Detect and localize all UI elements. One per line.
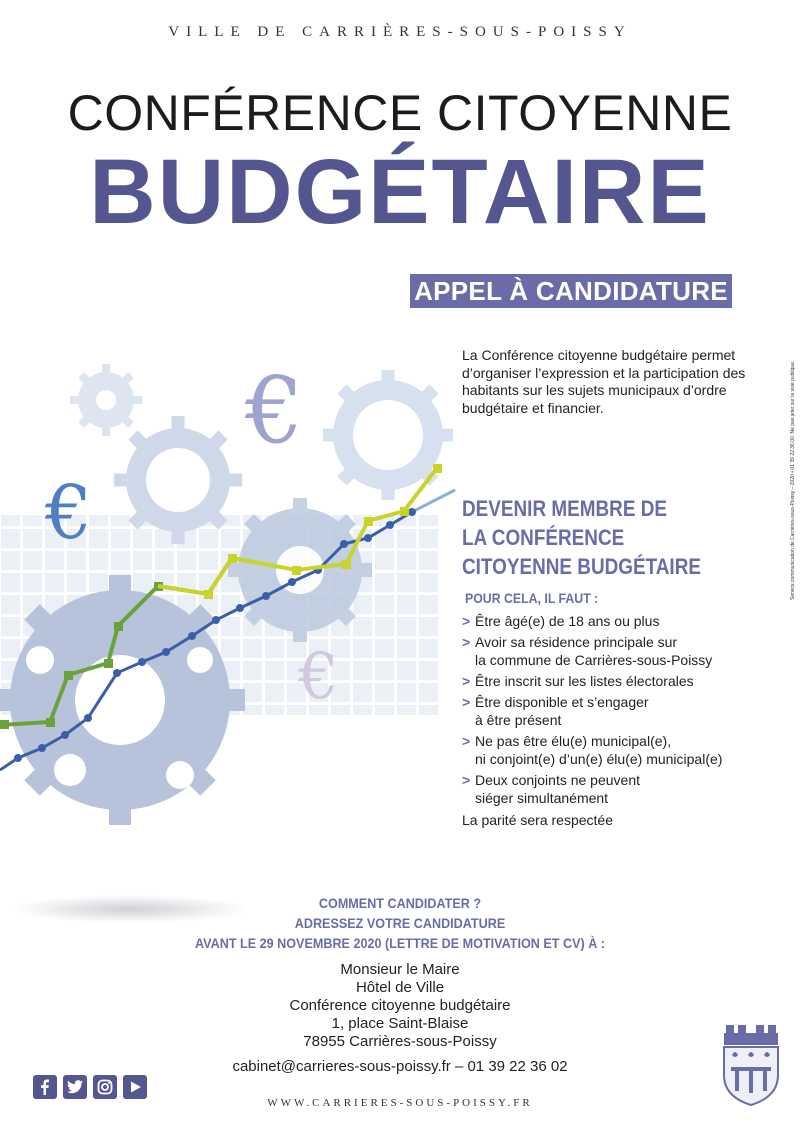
- legal-sidenote: Service communication de Carrières-sous-Poissy – 2020 • 01 39 22 36 00. Ne pas jeter sur la voie publique.: [790, 360, 796, 600]
- address-line: 1, place Saint-Blaise: [331, 1015, 469, 1032]
- call-for-applications-banner: APPEL À CANDIDATURE: [410, 274, 732, 308]
- gear-icon: [323, 370, 453, 500]
- facebook-icon[interactable]: [33, 1075, 57, 1099]
- euro-icon: €: [298, 640, 339, 714]
- list-item: [462, 612, 762, 630]
- list-item: [462, 672, 762, 690]
- member-section-title: [462, 494, 711, 581]
- requirement-text: Avoir sa résidence principale sur: [475, 634, 678, 650]
- postal-address: [0, 961, 800, 1051]
- parity-note: La parité sera respectée: [462, 812, 613, 828]
- how-line: COMMENT CANDIDATER ?: [318, 895, 482, 911]
- youtube-icon[interactable]: [123, 1075, 147, 1099]
- arrow-icon: >: [462, 733, 471, 749]
- contact-line[interactable]: cabinet@carrieres-sous-poissy.fr – 01 39 22 36 02: [232, 1058, 568, 1075]
- address-line: Hôtel de Ville: [355, 979, 445, 996]
- member-title-line: CITOYENNE BUDGÉTAIRE: [462, 554, 701, 579]
- social-links: [33, 1075, 147, 1099]
- requirement-text: Être âgé(e) de 18 ans ou plus: [475, 613, 660, 629]
- gears-chart-illustration: [0, 330, 460, 830]
- address-line: 78955 Carrières-sous-Poissy: [303, 1033, 497, 1050]
- requirement-text: ni conjoint(e) d’un(e) élu(e) municipal(e): [475, 751, 723, 767]
- list-item: [462, 633, 762, 669]
- gear-icon: [0, 575, 245, 825]
- member-title-line: LA CONFÉRENCE: [462, 525, 625, 550]
- address-line: Conférence citoyenne budgétaire: [289, 997, 511, 1014]
- page-title-emphasis: BUDGÉTAIRE: [89, 141, 711, 243]
- euro-icon: €: [245, 357, 304, 464]
- list-item: [462, 732, 762, 768]
- instagram-icon[interactable]: [93, 1075, 117, 1099]
- page-title: CONFÉRENCE CITOYENNE: [67, 85, 733, 141]
- intro-paragraph: La Conférence citoyenne budgétaire permet d’organiser l’expression et la participation des habitants sur les sujets municipaux d’ordre budgétaire et financier.: [462, 347, 746, 416]
- how-line: AVANT LE 29 NOVEMBRE 2020 (LETTRE DE MOTIVATION ET CV) À :: [194, 935, 606, 951]
- list-item: [462, 693, 762, 729]
- website-link[interactable]: WWW.CARRIERES-SOUS-POISSY.FR: [267, 1097, 533, 1109]
- arrow-icon: >: [462, 673, 471, 689]
- address-line: Monsieur le Maire: [340, 961, 460, 978]
- requirement-text: Être inscrit sur les listes électorales: [475, 673, 694, 689]
- requirement-text: Être disponible et s’engager: [475, 694, 649, 710]
- arrow-icon: >: [462, 613, 471, 629]
- how-line: ADRESSEZ VOTRE CANDIDATURE: [294, 915, 506, 931]
- requirement-text: la commune de Carrières-sous-Poissy: [475, 652, 713, 668]
- arrow-icon: >: [462, 772, 471, 788]
- member-title-line: DEVENIR MEMBRE DE: [462, 496, 667, 521]
- requirement-text: à être présent: [475, 712, 562, 728]
- requirement-text: Deux conjoints ne peuvent: [475, 772, 640, 788]
- list-item: [462, 771, 762, 807]
- requirement-text: siéger simultanément: [475, 790, 609, 806]
- twitter-icon[interactable]: [63, 1075, 87, 1099]
- gear-icon: [70, 364, 142, 436]
- town-name: VILLE DE CARRIÈRES-SOUS-POISSY: [168, 24, 632, 40]
- arrow-icon: >: [462, 694, 471, 710]
- requirements-intro: POUR CELA, IL FAUT :: [465, 590, 599, 606]
- how-to-apply: [0, 893, 800, 953]
- gear-icon: [114, 416, 242, 544]
- requirement-text: Ne pas être élu(e) municipal(e),: [475, 733, 672, 749]
- arrow-icon: >: [462, 634, 471, 650]
- requirements-list: [462, 612, 762, 810]
- euro-icon: €: [45, 470, 93, 556]
- town-crest-logo: [722, 1023, 780, 1107]
